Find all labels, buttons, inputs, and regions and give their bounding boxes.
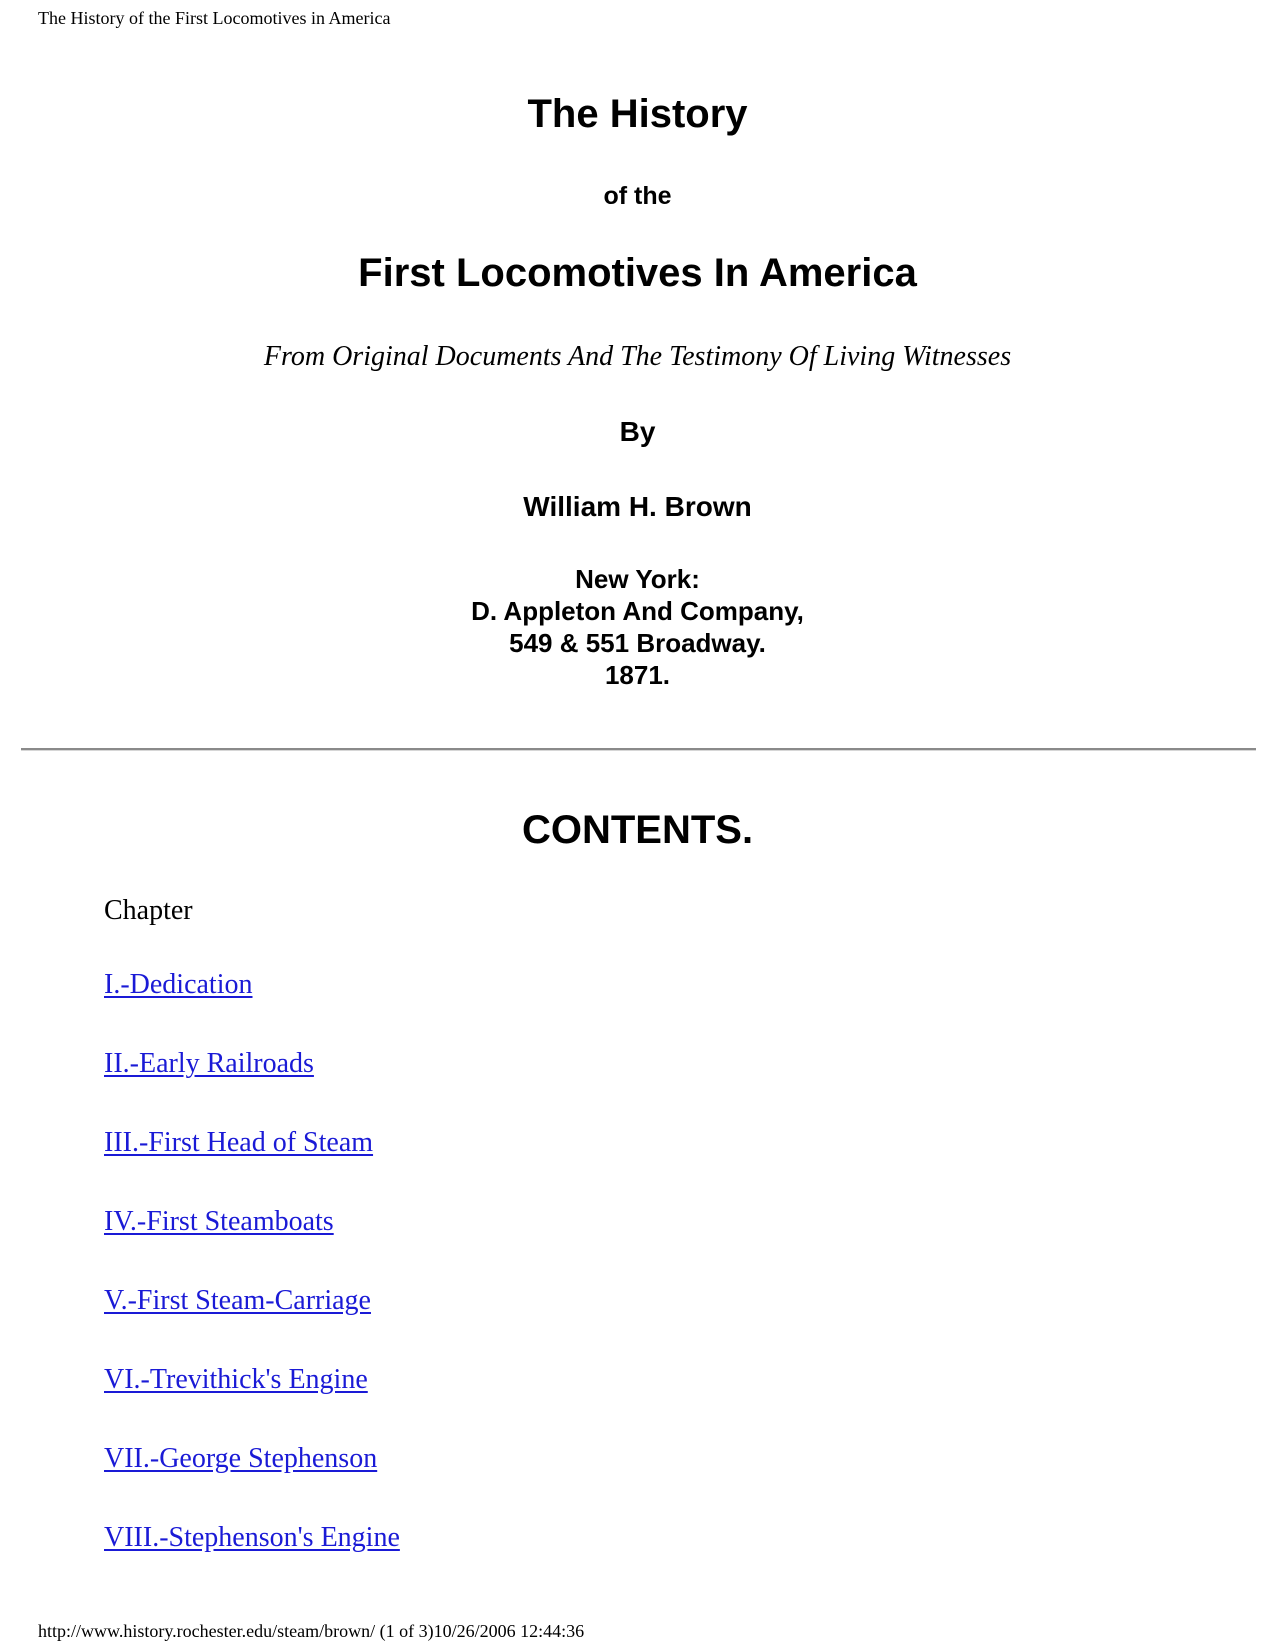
publisher-city: New York: [575, 564, 700, 594]
chapter-item [104, 1442, 400, 1521]
chapter-link-3[interactable]: III.-First Head of Steam [104, 1127, 374, 1158]
chapter-link-4[interactable]: IV.-First Steamboats [104, 1206, 334, 1237]
chapter-item [104, 1126, 400, 1205]
print-header: The History of the First Locomotives in America [38, 8, 391, 28]
print-footer: http://www.history.rochester.edu/steam/brown/ (1 of 3)10/26/2006 12:44:36 [38, 1621, 585, 1641]
chapter-item [104, 1363, 400, 1442]
author-name: William H. Brown [523, 491, 752, 522]
publisher-name: D. Appleton And Company, [471, 596, 804, 626]
chapter-list [104, 968, 400, 1600]
chapter-link-6[interactable]: VI.-Trevithick's Engine [104, 1364, 368, 1395]
publisher-year: 1871. [604, 660, 671, 690]
title-line-2: of the [603, 182, 672, 210]
chapter-link-5[interactable]: V.-First Steam-Carriage [104, 1285, 371, 1316]
chapter-link-2[interactable]: II.-Early Railroads [104, 1048, 314, 1079]
chapter-item [104, 1521, 400, 1600]
chapter-link-1[interactable]: I.-Dedication [104, 969, 253, 1000]
subtitle: From Original Documents And The Testimony Of Living Witnesses [263, 341, 1012, 372]
horizontal-rule [21, 748, 1256, 751]
chapter-link-7[interactable]: VII.-George Stephenson [104, 1443, 378, 1474]
chapter-link-8[interactable]: VIII.-Stephenson's Engine [104, 1522, 400, 1553]
title-line-1: The History [527, 92, 748, 136]
chapter-item [104, 1284, 400, 1363]
chapter-item [104, 1047, 400, 1126]
title-line-3: First Locomotives In America [358, 251, 917, 295]
chapter-item [104, 968, 400, 1047]
publisher-address: 549 & 551 Broadway. [509, 628, 766, 658]
publisher-block [0, 563, 1275, 691]
by-label: By [619, 416, 656, 447]
contents-heading: CONTENTS. [521, 808, 754, 852]
chapter-label: Chapter [104, 895, 193, 926]
chapter-item [104, 1205, 400, 1284]
